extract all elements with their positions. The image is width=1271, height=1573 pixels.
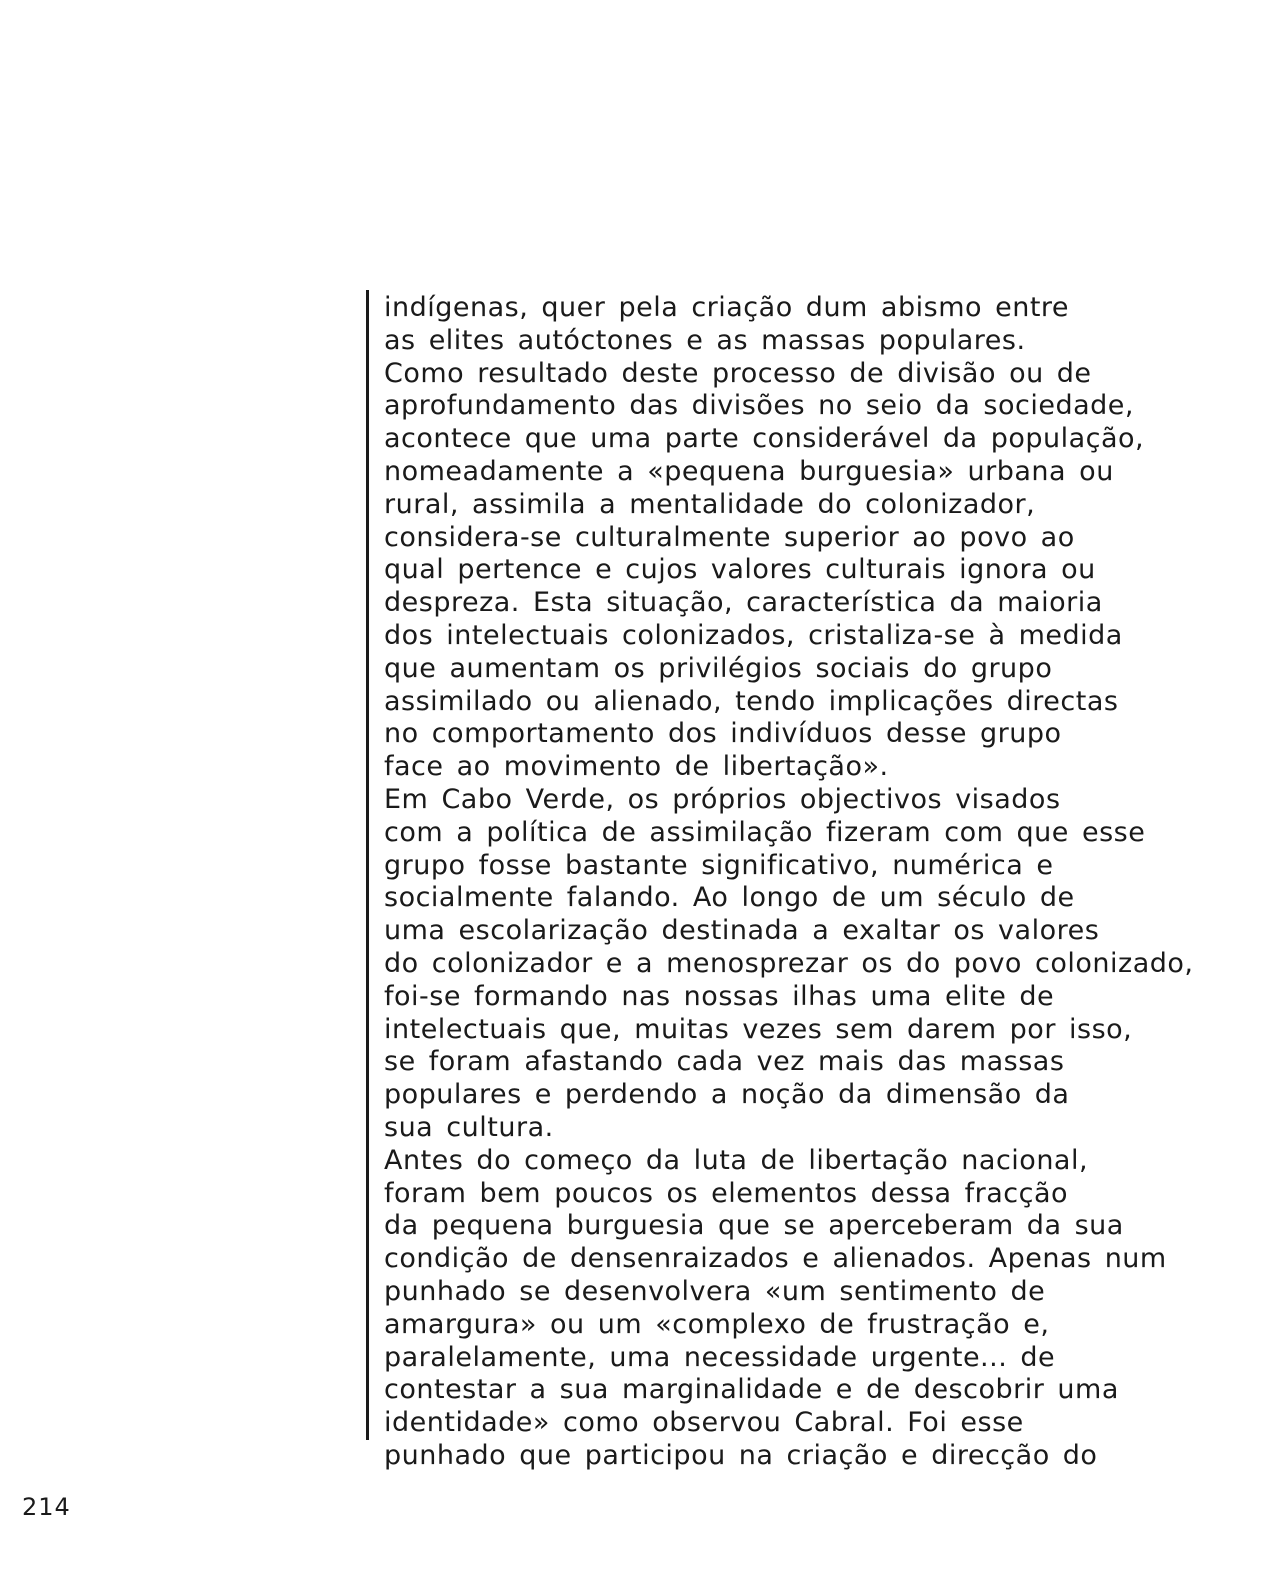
text-line: considera-se culturalmente superior ao povo ao	[384, 521, 1075, 553]
text-line: grupo fosse bastante significativo, numérica e	[384, 849, 1054, 881]
text-line: Em Cabo Verde, os próprios objectivos visados	[384, 783, 1061, 815]
margin-rule	[366, 290, 369, 1440]
text-line: Antes do começo da luta de libertação nacional,	[384, 1144, 1089, 1176]
text-line: condição de densenraizados e alienados. Apenas num	[384, 1243, 1167, 1275]
text-line: contestar a sua marginalidade e de descobrir uma	[384, 1374, 1119, 1406]
text-line: sua cultura.	[384, 1111, 554, 1143]
text-line: do colonizador e a menosprezar os do povo colonizado,	[384, 947, 1194, 979]
text-line: rural, assimila a mentalidade do colonizador,	[384, 488, 1036, 520]
text-line: indígenas, quer pela criação dum abismo entre	[384, 292, 1070, 323]
text-line: identidade» como observou Cabral. Foi esse	[384, 1407, 1024, 1439]
text-line: se foram afastando cada vez mais das massas	[384, 1046, 1065, 1078]
text-line: que aumentam os privilégios sociais do grupo	[384, 652, 1053, 684]
text-line: com a política de assimilação fizeram com que esse	[384, 816, 1146, 848]
text-line: paralelamente, uma necessidade urgente... de	[384, 1341, 1056, 1373]
text-line: foi-se formando nas nossas ilhas uma elite de	[384, 980, 1055, 1012]
text-line: socialmente falando. Ao longo de um século de	[384, 882, 1075, 914]
text-line: assimilado ou alienado, tendo implicações directas	[384, 685, 1119, 717]
text-line: face ao movimento de libertação».	[384, 751, 889, 783]
text-line: populares e perdendo a noção da dimensão da	[384, 1079, 1070, 1111]
text-line: punhado que participou na criação e direcção do	[384, 1439, 1098, 1471]
text-line: qual pertence e cujos valores culturais ignora ou	[384, 554, 1096, 586]
text-line: no comportamento dos indivíduos desse grupo	[384, 718, 1062, 750]
text-line: nomeadamente a «pequena burguesia» urbana ou	[384, 455, 1114, 487]
text-line: aprofundamento das divisões no seio da sociedade,	[384, 390, 1134, 422]
text-line: as elites autóctones e as massas populares.	[384, 324, 1026, 356]
body-text	[384, 292, 1254, 1473]
text-line: uma escolarização destinada a exaltar os valores	[384, 915, 1100, 947]
text-line: acontece que uma parte considerável da população,	[384, 423, 1145, 455]
text-line: dos intelectuais colonizados, cristaliza-se à medida	[384, 619, 1123, 651]
page-number: 214	[22, 1493, 71, 1521]
text-line: Como resultado deste processo de divisão ou de	[384, 357, 1092, 389]
text-line: punhado se desenvolvera «um sentimento de	[384, 1275, 1046, 1307]
text-line: amargura» ou um «complexo de frustração e,	[384, 1308, 1050, 1340]
text-line: intelectuais que, muitas vezes sem darem por isso,	[384, 1013, 1133, 1045]
text-line: foram bem poucos os elementos dessa fracção	[384, 1177, 1069, 1209]
text-line: despreza. Esta situação, característica da maioria	[384, 587, 1103, 619]
text-line: da pequena burguesia que se aperceberam da sua	[384, 1210, 1124, 1242]
